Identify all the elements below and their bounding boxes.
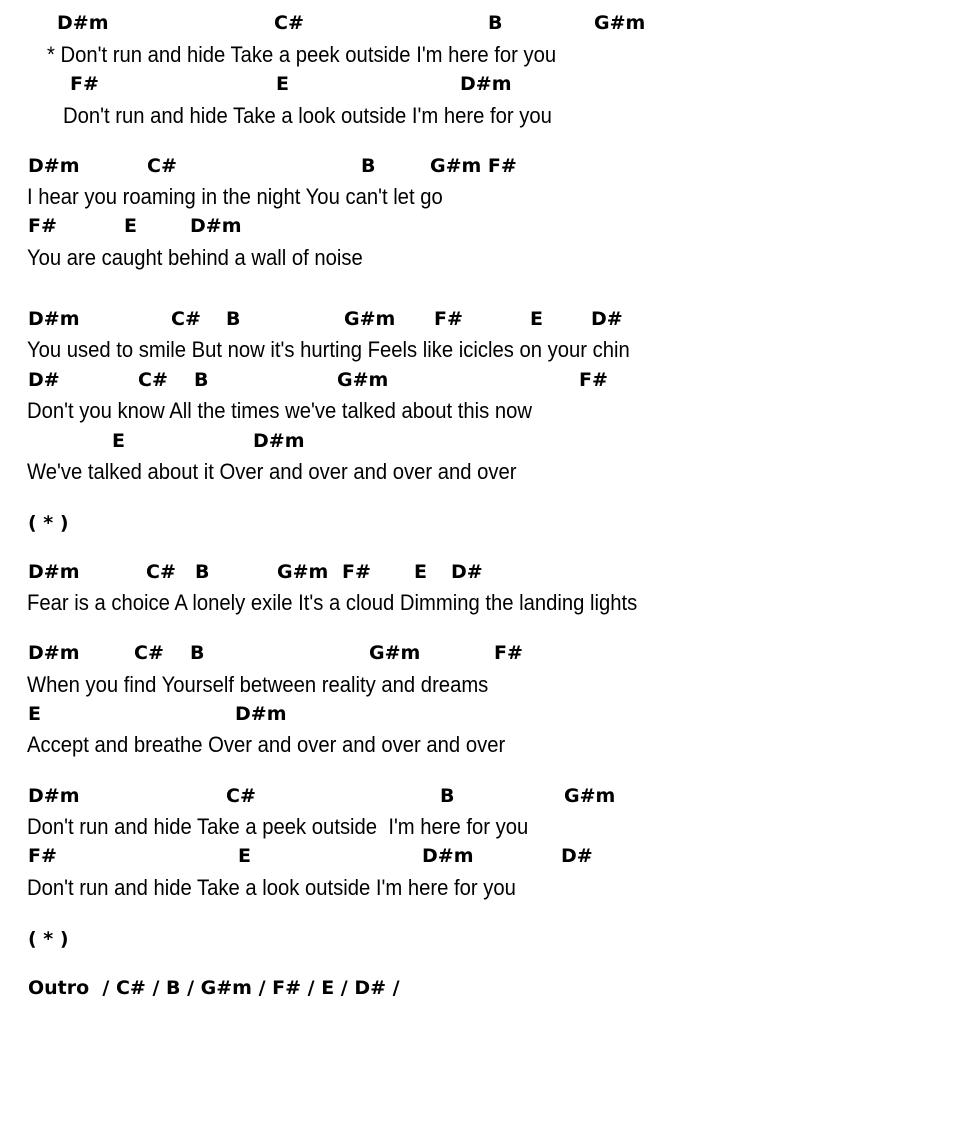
chord: C# (138, 369, 168, 391)
chord-row (0, 642, 523, 666)
chord: D# (451, 561, 483, 583)
chord: G#m (277, 561, 329, 583)
lyric-line: When you find Yourself between reality and dreams (27, 672, 489, 697)
chord: G#m F# (430, 155, 517, 177)
lyric-line: Accept and breathe Over and over and over and over (27, 732, 506, 757)
chord: D#m (235, 703, 287, 725)
chord: B (440, 785, 455, 807)
chorus-repeat-marker: ( * ) (28, 928, 69, 950)
lyric-line: We've talked about it Over and over and over and over (27, 459, 517, 484)
lyric-line: Don't you know All the times we've talked about this now (27, 398, 533, 423)
chord: E (414, 561, 427, 583)
chord: F# (28, 845, 57, 867)
chord: E (124, 215, 137, 237)
chord: D#m (460, 73, 512, 95)
chord-row (0, 785, 616, 809)
lyric-line: I hear you roaming in the night You can't let go (27, 184, 443, 209)
chord: D#m (422, 845, 474, 867)
chord: B (195, 561, 210, 583)
chord: D#m (28, 561, 80, 583)
chord: G#m (564, 785, 616, 807)
chord: D#m (28, 155, 80, 177)
lyric-line: Don't run and hide Take a look outside I'm here for you (63, 103, 552, 128)
chord: D#m (28, 785, 80, 807)
chord: F# (70, 73, 99, 95)
chord: F# (28, 215, 57, 237)
chord-row (0, 369, 608, 393)
chorus-repeat-marker: ( * ) (28, 512, 69, 534)
chord: D# (28, 369, 60, 391)
chord: F# (342, 561, 371, 583)
chord: F# (579, 369, 608, 391)
chord: C# (146, 561, 176, 583)
chord: C# (226, 785, 256, 807)
chord: G#m (594, 12, 646, 34)
chord: E (112, 430, 125, 452)
chord: E (276, 73, 289, 95)
chord: D#m (57, 12, 109, 34)
chord-row (0, 73, 512, 97)
chord: C# (171, 308, 201, 330)
chord: B (488, 12, 503, 34)
chord-row (0, 12, 646, 36)
chord-row (0, 155, 517, 179)
lyric-line: * Don't run and hide Take a peek outside I'm here for you (47, 42, 557, 67)
outro-line: Outro / C# / B / G#m / F# / E / D# / (28, 977, 400, 999)
chord: B (226, 308, 241, 330)
chord-row (0, 561, 483, 585)
lyric-line: Don't run and hide Take a look outside I'm here for you (27, 875, 516, 900)
chord: G#m (369, 642, 421, 664)
chord: C# (134, 642, 164, 664)
chord: E (530, 308, 543, 330)
chord-row (0, 215, 242, 239)
lyric-line: Fear is a choice A lonely exile It's a cloud Dimming the landing lights (27, 590, 638, 615)
chord: B (361, 155, 376, 177)
chord: E (238, 845, 251, 867)
chord: D# (591, 308, 623, 330)
chord: G#m (337, 369, 389, 391)
chord: G#m (344, 308, 396, 330)
lyric-line: You used to smile But now it's hurting Feels like icicles on your chin (27, 337, 630, 362)
chord: D#m (253, 430, 305, 452)
chord: B (194, 369, 209, 391)
chord: F# (434, 308, 463, 330)
chord: D# (561, 845, 593, 867)
chord-row (0, 703, 287, 727)
lyric-line: You are caught behind a wall of noise (27, 245, 363, 270)
chord: B (190, 642, 205, 664)
chord-row (0, 308, 623, 332)
chord: C# (147, 155, 177, 177)
chord: F# (494, 642, 523, 664)
chord: C# (274, 12, 304, 34)
chord: D#m (28, 642, 80, 664)
lyric-line: Don't run and hide Take a peek outside I'm here for you (27, 814, 529, 839)
chord: D#m (28, 308, 80, 330)
chord-row (0, 430, 305, 454)
chord: E (28, 703, 41, 725)
chord-row (0, 845, 593, 869)
chord: D#m (190, 215, 242, 237)
